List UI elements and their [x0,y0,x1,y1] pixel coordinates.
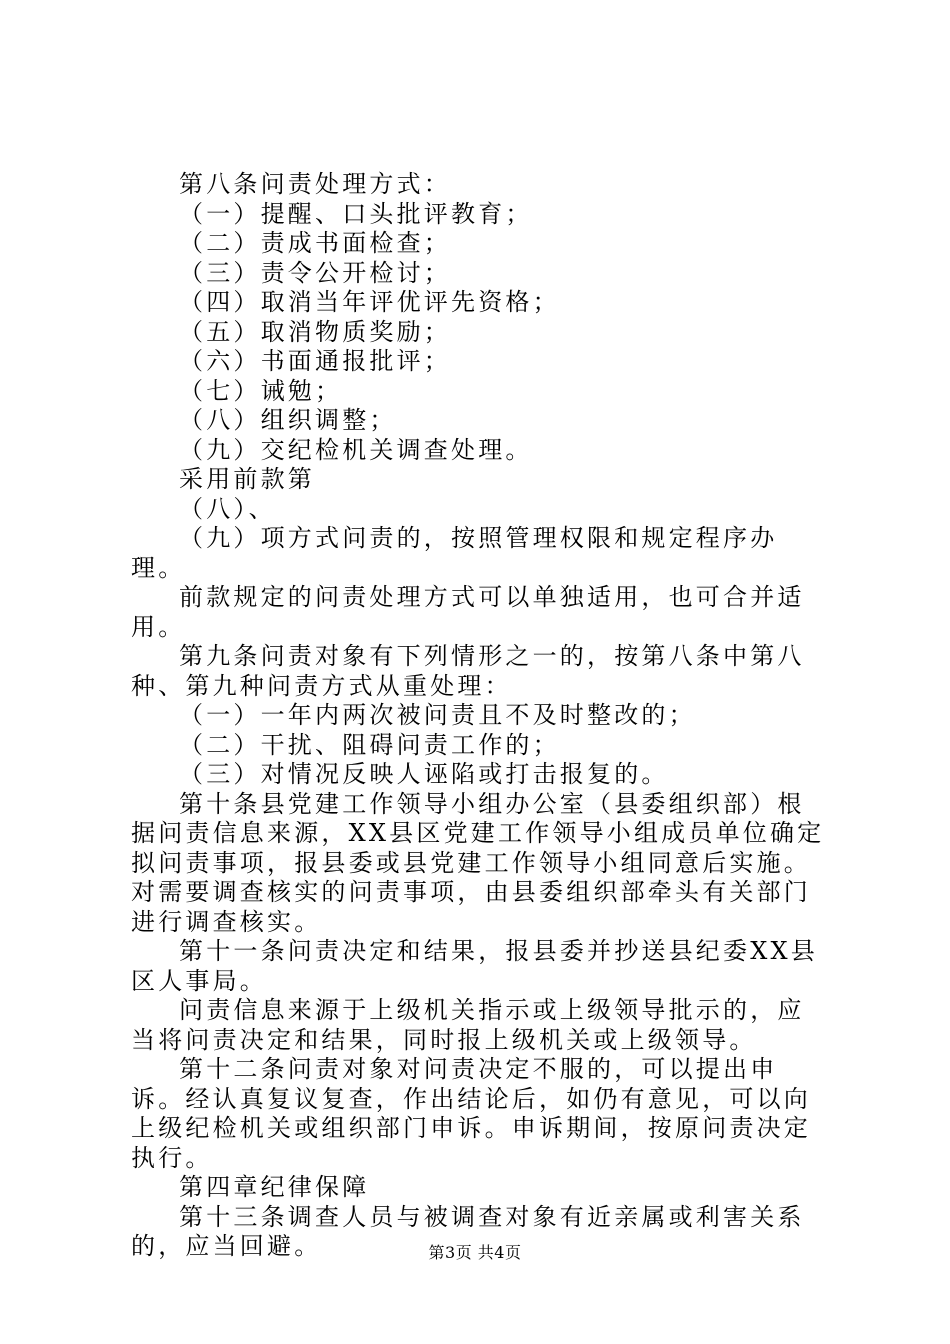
paragraph: 前款规定的问责处理方式可以单独适用，也可合并适用。 [131,583,805,641]
paragraph: 第八条问责处理方式： [179,170,451,198]
paragraph: 第十二条问责对象对问责决定不服的，可以提出申诉。经认真复议复查，作出结论后，如仍有意见，可以向上级纪检机关或组织部门申诉。申诉期间，按原问责决定执行。 [131,1055,811,1172]
paragraph: （九）交纪检机关调查处理。 [179,435,533,464]
paragraph: （三）对情况反映人诬陷或打击报复的。 [179,760,669,788]
document-body [131,170,831,1262]
paragraph: （二）干扰、阻碍问责工作的； [179,730,560,759]
paragraph: （八）、 [179,494,276,523]
paragraph: 第十三条调查人员与被调查对象有近亲属或利害关系的，应当回避。 [131,1202,805,1260]
paragraph: （九）项方式问责的，按照管理权限和规定程序办理。 [131,524,778,582]
paragraph: （六）书面通报批评； [179,347,451,375]
paragraph: （三）责令公开检讨； [179,258,451,287]
paragraph: （一）提醒、口头批评教育； [179,199,533,228]
paragraph: （二）责成书面检查； [179,229,451,257]
paragraph: 采用前款第 [179,465,315,493]
paragraph: （八）组织调整； [179,406,397,434]
paragraph: （五）取消物质奖励； [179,317,451,346]
paragraph: （七）诫勉； [179,376,343,405]
paragraph: （四）取消当年评优评先资格； [179,288,560,316]
page-footer [0,1243,950,1263]
paragraph: 第十一条问责决定和结果，报县委并抄送县纪委XX县区人事局。 [131,937,818,995]
paragraph: 问责信息来源于上级机关指示或上级领导批示的，应当将问责决定和结果，同时报上级机关或上级领导。 [131,996,805,1054]
paragraph: 第九条问责对象有下列情形之一的，按第八条中第八种、第九种问责方式从重处理： [131,642,805,700]
paragraph: 第四章纪律保障 [179,1173,370,1201]
paragraph: （一）一年内两次被问责且不及时整改的； [179,701,696,729]
page-number: 第3页 共4页 [428,1243,522,1262]
paragraph: 第十条县党建工作领导小组办公室（县委组织部）根据问责信息来源，XX县区党建工作领导小组成员单位确定拟问责事项，报县委或县党建工作领导小组同意后实施。对需要调查核实的问责事项，由县委组织部牵头有关部门进行调查核实。 [131,789,825,936]
